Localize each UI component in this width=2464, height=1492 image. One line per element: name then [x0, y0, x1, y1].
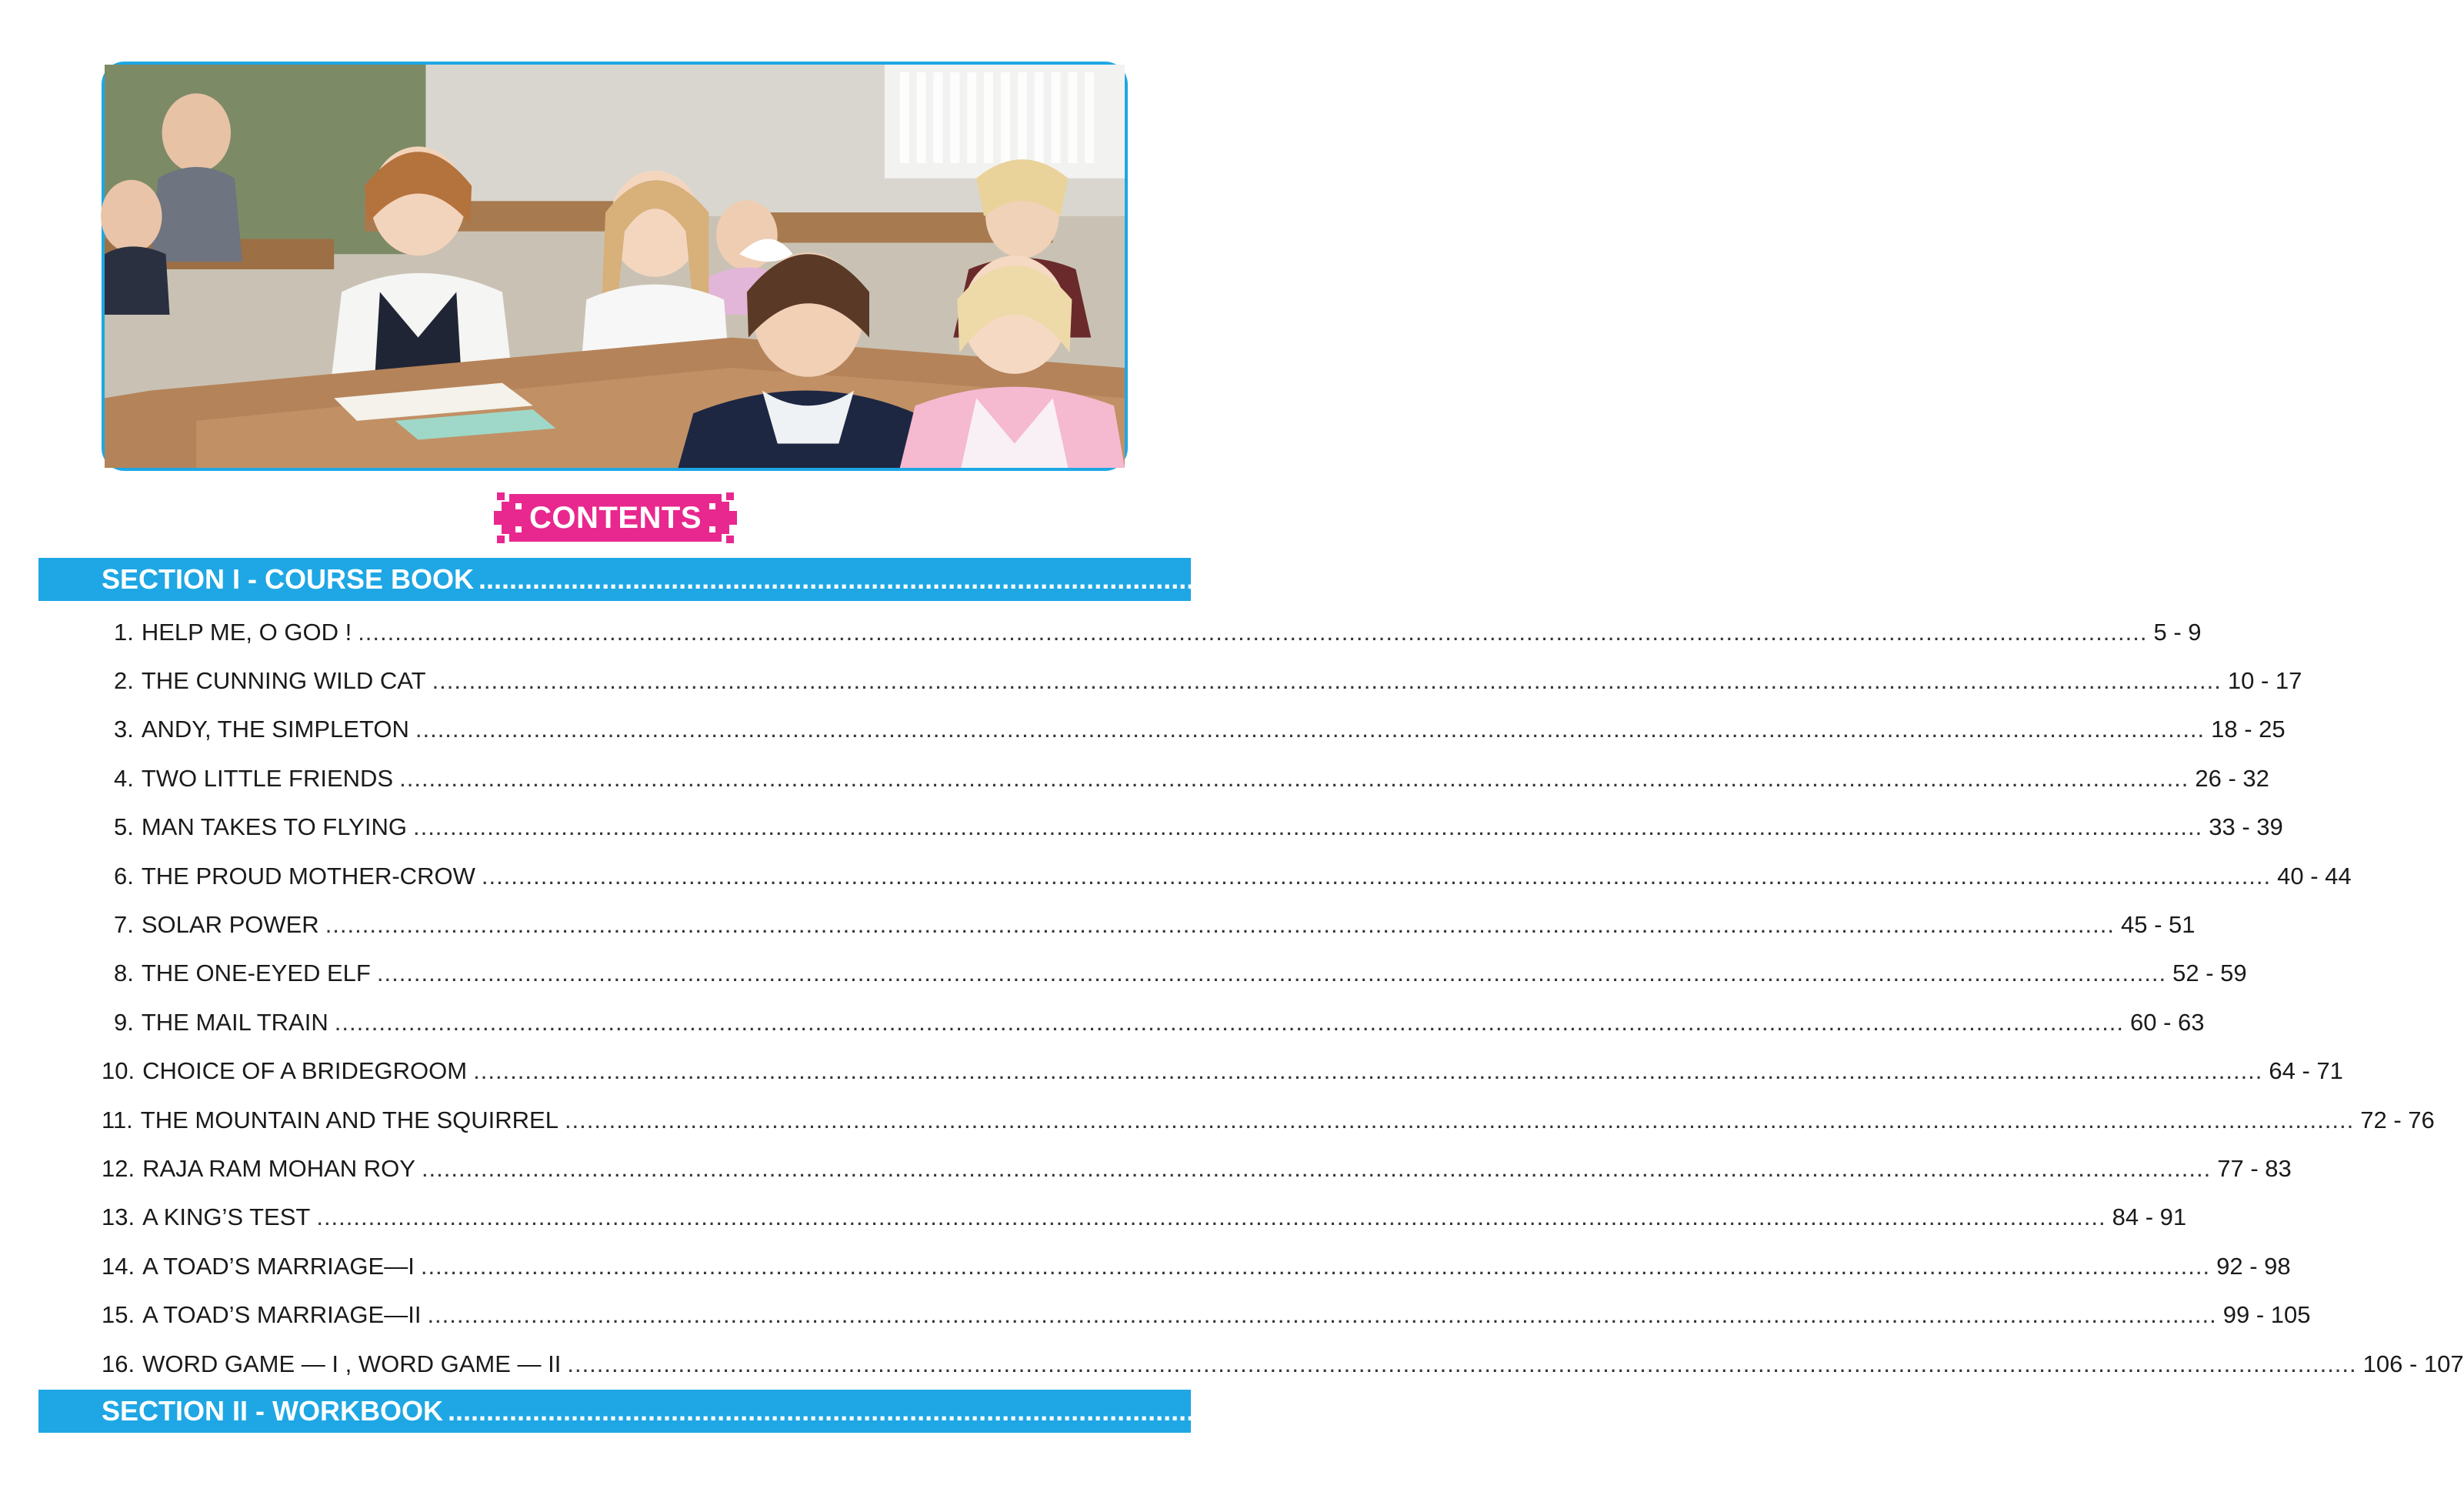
toc-row — [102, 1047, 2343, 1096]
chapter-pages: 5 - 9 — [2153, 618, 2202, 646]
chapter-pages: 26 - 32 — [2195, 764, 2269, 792]
toc-row — [102, 656, 2302, 705]
contents-heading: CONTENTS — [529, 500, 702, 535]
chapter-number: 8. — [114, 960, 134, 987]
toc-row — [102, 1290, 2311, 1339]
chapter-pages: 99 - 105 — [2222, 1301, 2311, 1329]
chapter-title: TWO LITTLE FRIENDS — [141, 764, 394, 792]
chapter-title: THE CUNNING WILD CAT — [141, 667, 426, 695]
chapter-number: 16. — [102, 1350, 135, 1377]
chapter-number: 1. — [114, 618, 134, 646]
chapter-pages: 64 - 71 — [2269, 1057, 2343, 1085]
leader-dots: .................................................................................................................................................................................................................................................. — [427, 1301, 2217, 1329]
table-of-contents — [102, 608, 2464, 1388]
leader-dots: .................................................................................................................................................................................................................................................. — [481, 862, 2272, 890]
section-leader-dots: ................................................................................................................................................................ — [448, 1395, 1679, 1427]
leader-dots: .................................................................................................................................................................................................................................................. — [415, 716, 2206, 743]
chapter-pages: 106 - 107 — [2362, 1350, 2464, 1377]
chapter-title: A TOAD’S MARRIAGE—II — [142, 1301, 422, 1329]
chapter-pages: 45 - 51 — [2120, 911, 2196, 939]
chapter-title: THE MOUNTAIN AND THE SQUIRREL — [140, 1106, 558, 1133]
chapter-title: THE MAIL TRAIN — [141, 1008, 328, 1036]
leader-dots: .................................................................................................................................................................................................................................................. — [564, 1106, 2355, 1133]
toc-row — [102, 998, 2205, 1046]
toc-row — [102, 900, 2196, 949]
chapter-number: 2. — [114, 667, 134, 695]
section-label: SECTION I - COURSE BOOK — [102, 563, 475, 595]
chapter-title: CHOICE OF A BRIDEGROOM — [142, 1057, 468, 1085]
chapter-title: SOLAR POWER — [141, 911, 319, 939]
leader-dots: .................................................................................................................................................................................................................................................. — [376, 960, 2167, 987]
chapter-pages: 77 - 83 — [2217, 1154, 2292, 1182]
classroom-photo — [102, 62, 1128, 471]
chapter-pages: 33 - 39 — [2209, 813, 2283, 841]
chapter-pages: 52 - 59 — [2172, 960, 2247, 987]
toc-row — [102, 950, 2247, 998]
chapter-number: 4. — [114, 764, 134, 792]
chapter-title: THE ONE-EYED ELF — [141, 960, 371, 987]
leader-dots: .................................................................................................................................................................................................................................................. — [399, 764, 2189, 792]
section-pages: 108-152 — [1683, 1395, 1785, 1427]
toc-row — [102, 1242, 2291, 1290]
chapter-title: A KING’S TEST — [142, 1203, 311, 1231]
chapter-number: 10. — [102, 1057, 135, 1085]
chapter-number: 7. — [114, 911, 134, 939]
toc-row — [102, 1193, 2187, 1242]
chapter-pages: 18 - 25 — [2211, 716, 2286, 743]
chapter-number: 5. — [114, 813, 134, 841]
leader-dots: .................................................................................................................................................................................................................................................. — [412, 813, 2203, 841]
leader-dots: .................................................................................................................................................................................................................................................. — [473, 1057, 2263, 1085]
chapter-pages: 72 - 76 — [2360, 1106, 2435, 1133]
chapter-number: 14. — [102, 1252, 135, 1280]
leader-dots: .................................................................................................................................................................................................................................................. — [325, 911, 2115, 939]
chapter-title: HELP ME, O GOD ! — [141, 618, 352, 646]
contents-badge — [492, 488, 739, 548]
chapter-pages: 60 - 63 — [2130, 1008, 2205, 1036]
chapter-number: 6. — [114, 862, 134, 890]
chapter-title: RAJA RAM MOHAN ROY — [142, 1154, 415, 1182]
chapter-title: THE PROUD MOTHER-CROW — [141, 862, 475, 890]
section-course-book — [38, 558, 1801, 601]
chapter-number: 9. — [114, 1008, 134, 1036]
toc-row — [102, 1144, 2292, 1193]
chapter-title: MAN TAKES TO FLYING — [141, 813, 407, 841]
classroom-illustration — [105, 65, 1125, 468]
section-label: SECTION II - WORKBOOK — [102, 1395, 443, 1427]
leader-dots: .................................................................................................................................................................................................................................................. — [316, 1203, 2106, 1231]
chapter-number: 3. — [114, 716, 134, 743]
chapter-title: ANDY, THE SIMPLETON — [141, 716, 409, 743]
toc-row — [102, 754, 2269, 803]
section-workbook — [38, 1390, 1785, 1433]
leader-dots: .................................................................................................................................................................................................................................................. — [420, 1252, 2211, 1280]
leader-dots: .................................................................................................................................................................................................................................................. — [421, 1154, 2212, 1182]
chapter-number: 12. — [102, 1154, 135, 1182]
leader-dots: .................................................................................................................................................................................................................................................. — [567, 1350, 2357, 1377]
leader-dots: .................................................................................................................................................................................................................................................. — [358, 618, 2148, 646]
toc-row — [102, 706, 2286, 754]
toc-row — [102, 1340, 2464, 1388]
section-leader-dots: ................................................................................................................................................................ — [478, 563, 1710, 595]
chapter-pages: 40 - 44 — [2277, 862, 2352, 890]
chapter-number: 15. — [102, 1301, 135, 1329]
toc-row — [102, 803, 2283, 852]
chapter-number: 13. — [102, 1203, 135, 1231]
toc-row — [102, 1096, 2435, 1144]
leader-dots: .................................................................................................................................................................................................................................................. — [334, 1008, 2125, 1036]
chapter-title: A TOAD’S MARRIAGE—I — [142, 1252, 415, 1280]
chapter-pages: 92 - 98 — [2216, 1252, 2291, 1280]
chapter-title: WORD GAME — I , WORD GAME — II — [142, 1350, 562, 1377]
toc-row — [102, 608, 2202, 656]
toc-row — [102, 852, 2352, 900]
chapter-number: 11. — [102, 1106, 133, 1133]
section-pages: 4 - 107 — [1714, 563, 1801, 595]
chapter-pages: 84 - 91 — [2112, 1203, 2187, 1231]
leader-dots: .................................................................................................................................................................................................................................................. — [432, 667, 2222, 695]
chapter-pages: 10 - 17 — [2227, 667, 2302, 695]
